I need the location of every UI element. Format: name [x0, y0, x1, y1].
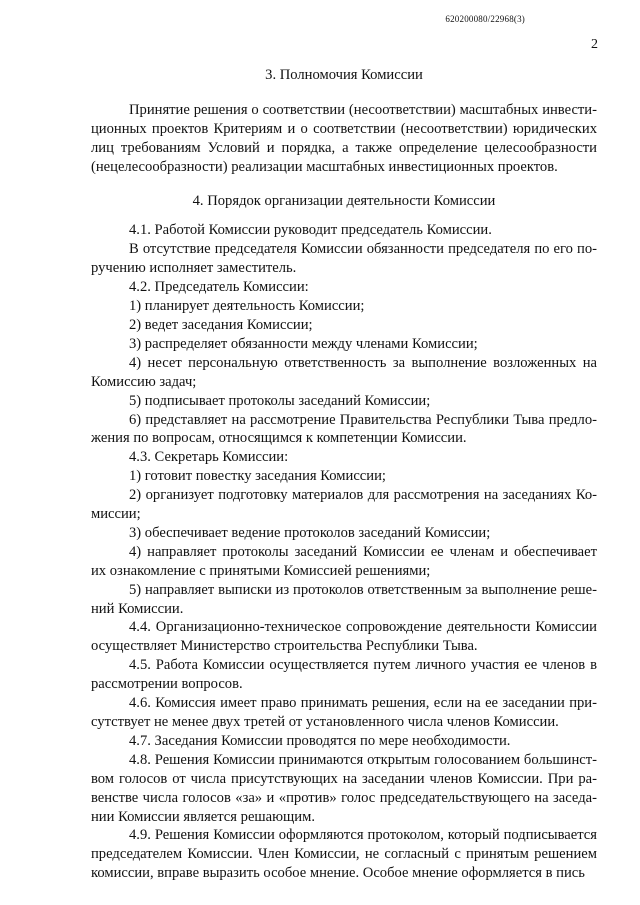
document-body: [91, 66, 597, 883]
document-code: 620200080/22968(3): [445, 14, 525, 24]
section-4-title: 4. Порядок организации деятельности Комиссии: [192, 192, 496, 209]
paragraph: 3) распределяет обязанности между членами Комиссии;: [129, 335, 478, 352]
paragraph: 4.5. Работа Комиссии осуществляется путем личного участия ее членов в рассмотрении вопросов.: [91, 657, 597, 693]
paragraph: 3) обеспечивает ведение протоколов заседаний Комиссии;: [129, 524, 491, 541]
paragraph: 4.8. Решения Комиссии принимаются открытым голосованием большинством голосов от числа присутствующих на заседании членов Комиссии. При равенстве числа голосов «за» и «против» голос председательствующего на заседании Комиссии является решающим.: [91, 751, 597, 825]
paragraph: 2) ведет заседания Комиссии;: [129, 316, 313, 333]
section-3-body: [91, 101, 597, 177]
paragraph: 6) представляет на рассмотрение Правительства Республики Тыва предложения по вопросам, относящимся к компетенции Комиссии.: [91, 411, 597, 447]
paragraph: 4.2. Председатель Комиссии:: [129, 279, 309, 296]
paragraph: Принятие решения о соответствии (несоответствии) масштабных инвестиционных проектов Критериям и о соответствии (несоответствии) юридических лиц требованиям Условий и порядка, а также определение целесообразности (нецелесообразности) реализации масштабных инвестиционных проектов.: [91, 101, 597, 175]
paragraph: 4.3. Секретарь Комиссии:: [129, 449, 289, 466]
section-4-body: [91, 221, 597, 883]
paragraph: 4) несет персональную ответственность за выполнение возложенных на Комиссию задач;: [91, 354, 597, 390]
paragraph: 4.6. Комиссия имеет право принимать решения, если на ее заседании присутствует не менее двух третей от установленного числа членов Комиссии.: [91, 695, 597, 730]
paragraph: 4.7. Заседания Комиссии проводятся по мере необходимости.: [129, 732, 511, 749]
paragraph: 4.4. Организационно-техническое сопровождение деятельности Комиссии осуществляет Министерство строительства Республики Тыва.: [91, 619, 597, 655]
paragraph: В отсутствие председателя Комиссии обязанности председателя по его поручению исполняет заместитель.: [91, 241, 597, 277]
page-number: 2: [591, 37, 598, 52]
paragraph: 2) организует подготовку материалов для рассмотрения на заседаниях Комиссии;: [91, 487, 597, 523]
paragraph: 5) направляет выписки из протоколов ответственным за выполнение решений Комиссии.: [91, 581, 597, 617]
section-3-title: 3. Полномочия Комиссии: [265, 67, 423, 83]
paragraph: 4) направляет протоколы заседаний Комиссии ее членам и обеспечивает их ознакомление с принятыми Комиссией решениями;: [91, 543, 597, 579]
paragraph: 1) готовит повестку заседания Комиссии;: [129, 468, 386, 485]
paragraph: 4.1. Работой Комиссии руководит председатель Комиссии.: [129, 222, 492, 239]
paragraph: 1) планирует деятельность Комиссии;: [129, 298, 365, 315]
paragraph: 5) подписывает протоколы заседаний Комиссии;: [129, 392, 431, 409]
paragraph: 4.9. Решения Комиссии оформляются протоколом, который подписывается председателем Комиссии. Член Комиссии, не согласный с принятым решением комиссии, вправе выразить особое мнение. Особое мнение оформляется в пись: [91, 827, 597, 882]
